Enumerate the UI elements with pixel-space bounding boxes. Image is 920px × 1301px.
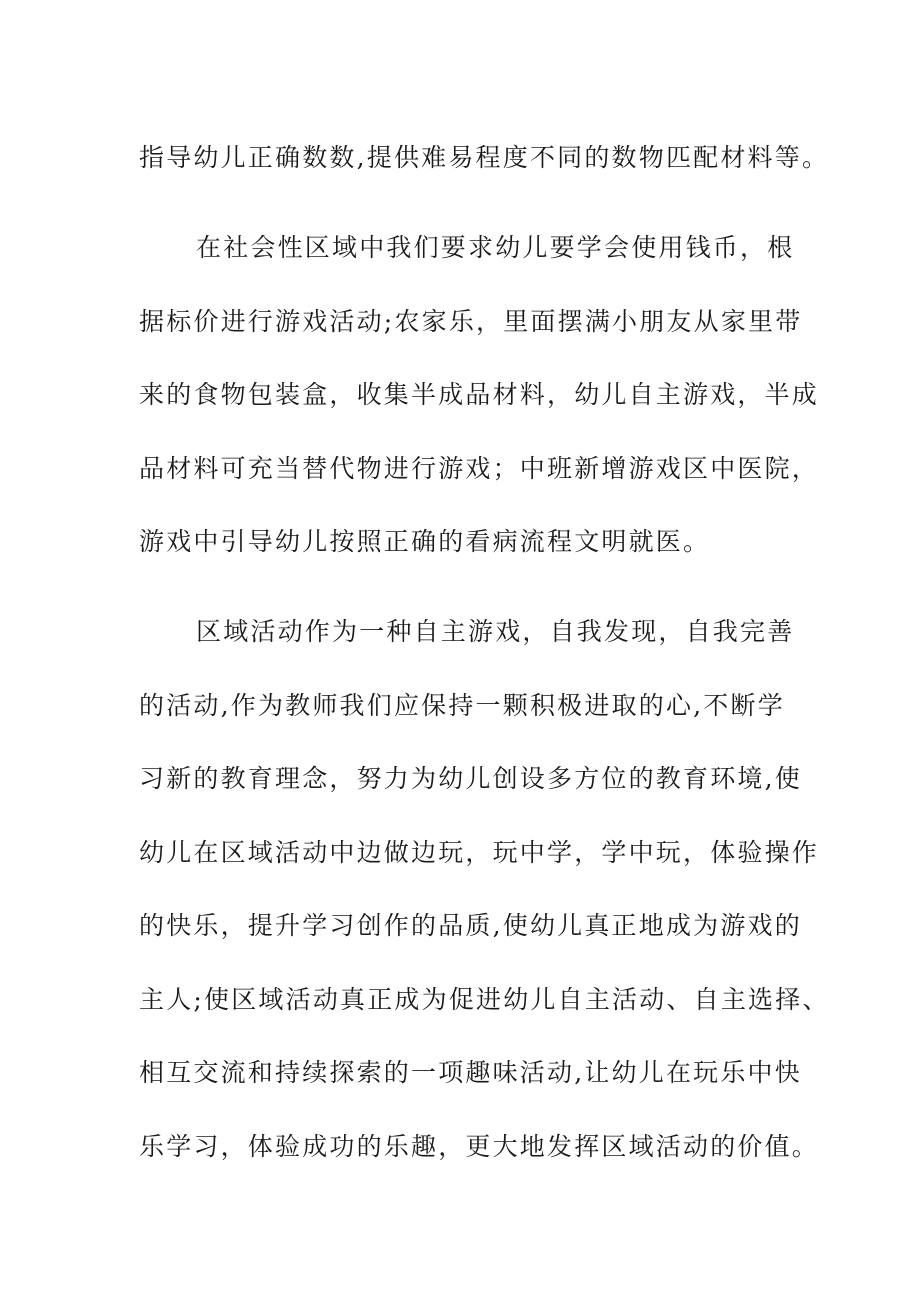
text-line-1: 指导幼儿正确数数,提供难易程度不同的数物匹配材料等。 <box>139 143 830 172</box>
text-line-14: 乐学习，体验成功的乐趣，更大地发挥区域活动的价值。 <box>139 1132 820 1161</box>
text-line-13: 相互交流和持续探索的一项趣味活动,让幼儿在玩乐中快 <box>139 1058 802 1087</box>
text-line-2: 在社会性区域中我们要求幼儿要学会使用钱币，根 <box>196 233 795 262</box>
text-line-12: 主人;使区域活动真正成为促进幼儿自主活动、自主选择、 <box>139 985 830 1014</box>
text-line-8: 的活动,作为教师我们应保持一颗积极进取的心,不断学 <box>139 691 785 720</box>
text-line-7: 区域活动作为一种自主游戏，自我发现，自我完善 <box>196 617 795 646</box>
text-line-10: 幼儿在区域活动中边做边玩，玩中学，学中玩，体验操作 <box>139 838 820 867</box>
text-line-4: 来的食物包装盒，收集半成品材料，幼儿自主游戏，半成 <box>139 380 820 409</box>
text-line-5: 品材料可充当替代物进行游戏；中班新增游戏区中医院， <box>139 454 820 483</box>
text-line-9: 习新的教育理念，努力为幼儿创设多方位的教育环境,使 <box>139 764 802 793</box>
text-line-11: 的快乐，提升学习创作的品质,使幼儿真正地成为游戏的 <box>139 911 802 940</box>
text-line-6: 游戏中引导幼儿按照正确的看病流程文明就医。 <box>139 527 711 556</box>
text-line-3: 据标价进行游戏活动;农家乐，里面摆满小朋友从家里带 <box>139 307 803 336</box>
